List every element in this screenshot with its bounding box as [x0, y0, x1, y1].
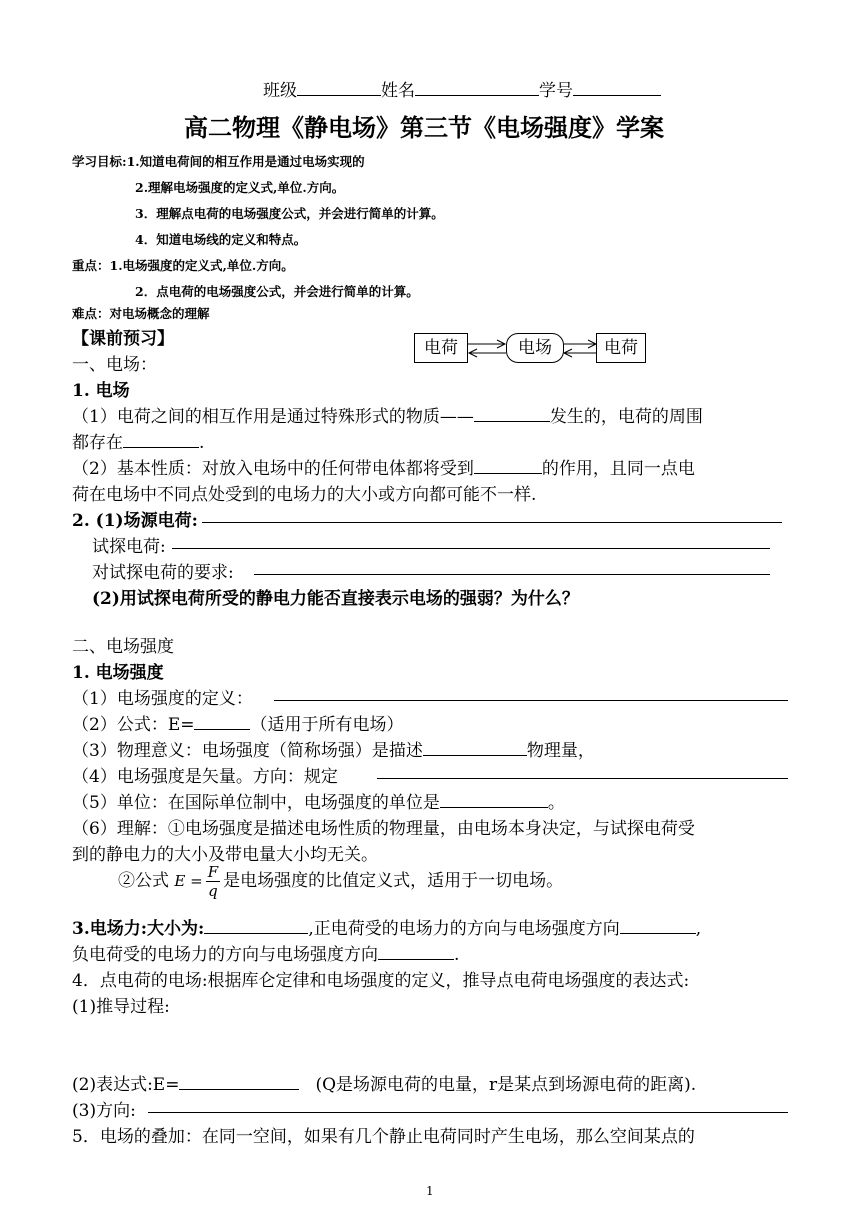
preview-p1-line1 [72, 402, 703, 427]
text: 的作用，且同一点电 [541, 459, 695, 479]
test-charge-label: 试探电荷: [92, 537, 166, 557]
item-unit [72, 788, 565, 813]
blank-formula[interactable] [194, 712, 250, 730]
text: 物理量， [526, 741, 595, 761]
derivation-label: (1)推导过程: [72, 997, 170, 1017]
point-charge-field: 4．点电荷的电场:根据库仑定律和电场强度的定义，推导点电荷电场强度的表达式: [72, 971, 690, 991]
page-number: 1 [426, 1184, 434, 1198]
blank-unit[interactable] [440, 790, 548, 808]
blank-medium[interactable] [474, 404, 550, 422]
id-label: 学号 [539, 81, 573, 101]
test-charge-req-line[interactable] [254, 574, 770, 575]
goal-line-3: 3．理解点电荷的电场强度公式，并会进行简单的计算。 [135, 206, 444, 221]
preview-heading: 【课前预习】 [72, 329, 174, 349]
text: 3.电场力:大小为: [72, 919, 205, 939]
definition-line[interactable] [274, 700, 788, 701]
blank-magnitude[interactable] [204, 916, 308, 934]
text: 都存在 [72, 433, 123, 453]
test-charge-req-label: 对试探电荷的要求: [92, 563, 234, 583]
arrows-right [562, 333, 598, 364]
text: , [695, 919, 702, 939]
numerator: F [207, 863, 219, 881]
text: （2）公式：E= [72, 715, 195, 735]
field-subtitle: 1. 电场 [72, 381, 130, 401]
goal-line-4: 4．知道电场线的定义和特点。 [135, 232, 307, 247]
source-charge-label: 2. (1)场源电荷: [72, 511, 198, 531]
text: （5）单位：在国际单位制中，电场强度的单位是 [72, 793, 440, 813]
field-strength-subtitle: 1. 电场强度 [72, 663, 164, 683]
item-definition: （1）电场强度的定义： [72, 689, 253, 709]
text: (Q是场源电荷的电量，r是某点到场源电荷的距离). [315, 1075, 697, 1095]
preview-p1-line2 [72, 428, 204, 453]
text: 负电荷受的电场力的方向与电场强度方向 [72, 945, 378, 965]
goal-line-2: 2.理解电场强度的定义式,单位.方向。 [135, 180, 345, 195]
text: 发生的，电荷的周围 [549, 407, 703, 427]
direction-label: (3)方向: [72, 1101, 136, 1121]
direction-line[interactable] [377, 778, 788, 779]
blank-describe[interactable] [423, 738, 527, 756]
preview-p2-line1 [72, 454, 695, 479]
expression-line [72, 1070, 696, 1095]
text: ,正电荷受的电场力的方向与电场强度方向 [308, 919, 620, 939]
blank-exists[interactable] [123, 430, 199, 448]
page-title: 高二物理《静电场》第三节《电场强度》学案 [184, 113, 664, 142]
class-blank[interactable] [297, 78, 381, 96]
test-charge-line[interactable] [172, 548, 770, 549]
key-point-1: 重点：1.电场强度的定义式,单位.方向。 [72, 258, 294, 273]
item-formula [72, 710, 403, 735]
arrows-left [466, 333, 508, 364]
text: 是电场强度的比值定义式，适用于一切电场。 [223, 871, 564, 891]
electric-force-line2 [72, 940, 459, 965]
question-2-2: (2)用试探电荷所受的静电力能否直接表示电场的强弱？为什么？ [92, 589, 579, 609]
preview-p2-line2: 荷在电场中不同点处受到的电场力的大小或方向都可能不一样. [72, 485, 537, 505]
class-label: 班级 [263, 81, 297, 101]
blank-force[interactable] [474, 456, 542, 474]
blank-expression[interactable] [179, 1072, 299, 1090]
id-blank[interactable] [573, 78, 661, 96]
blank-positive-direction[interactable] [620, 916, 696, 934]
goal-line-1: 学习目标:1.知道电荷间的相互作用是通过电场实现的 [72, 154, 365, 169]
formula-line [118, 862, 563, 900]
formula-fraction [206, 863, 220, 900]
text: （适用于所有电场） [250, 715, 404, 735]
diagram-charge-right: 电荷 [596, 333, 646, 363]
section-2-heading: 二、电场强度 [72, 637, 174, 657]
text: 5．电场的叠加：在同一空间，如果有几个静止电荷同时产生电场，那么空间某点的 [72, 1127, 695, 1147]
text: . [199, 433, 205, 453]
text: 。 [547, 793, 565, 813]
key-point-2: 2．点电荷的电场强度公式，并会进行简单的计算。 [135, 284, 419, 299]
source-charge-line[interactable] [202, 522, 782, 523]
text: . [454, 945, 460, 965]
header-fields [263, 76, 661, 101]
text: （1）电荷之间的相互作用是通过特殊形式的物质—— [72, 407, 474, 427]
electric-force-line1 [72, 914, 701, 939]
item-understanding-2: 到的静电力的大小及带电量大小均无关。 [72, 845, 378, 865]
section-1-heading: 一、电场： [72, 355, 157, 375]
direction-answer-line[interactable] [148, 1112, 788, 1113]
difficulty: 难点：对电场概念的理解 [72, 306, 210, 321]
item-understanding-1: （6）理解：①电场强度是描述电场性质的物理量，由电场本身决定，与试探电荷受 [72, 819, 695, 839]
text: ②公式 [118, 871, 169, 891]
superposition [72, 1122, 695, 1147]
text: （2）基本性质：对放入电场中的任何带电体都将受到 [72, 459, 474, 479]
text: （3）物理意义：电场强度（简称场强）是描述 [72, 741, 423, 761]
name-label: 姓名 [381, 81, 415, 101]
name-blank[interactable] [415, 78, 539, 96]
blank-negative-direction[interactable] [378, 942, 454, 960]
formula-lhs: E = [174, 872, 203, 890]
diagram-field: 电场 [506, 333, 564, 363]
text: (2)表达式:E= [72, 1075, 180, 1095]
denominator: q [208, 882, 218, 900]
item-meaning [72, 736, 595, 761]
diagram-charge-left: 电荷 [414, 333, 468, 363]
item-direction: （4）电场强度是矢量。方向：规定 [72, 767, 338, 787]
